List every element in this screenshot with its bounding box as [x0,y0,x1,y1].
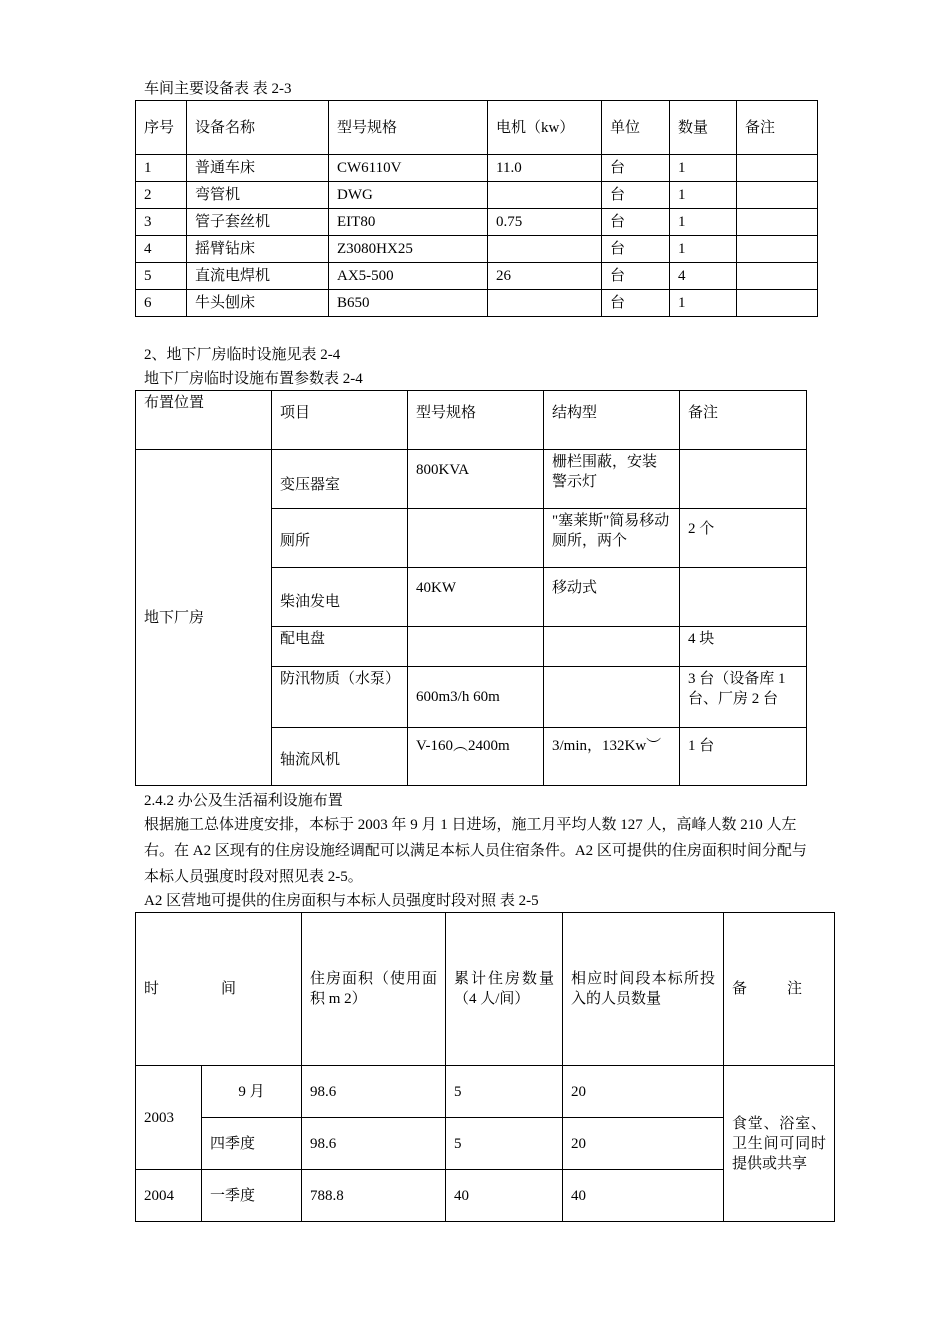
table-cell: 厕所 [272,509,408,568]
table-cell: 变压器室 [272,450,408,509]
table-cell: 1 台 [680,728,807,786]
table-cell: DWG [329,182,488,209]
header-cell: 电机（kw） [488,101,602,155]
table1-caption: 车间主要设备表 表 2-3 [144,81,292,97]
table-cell: 2 [136,182,187,209]
table-cell: 摇臂钻床 [187,236,329,263]
temporary-facilities-table [135,390,807,786]
year-cell: 2004 [136,1170,202,1222]
table-cell: 800KVA [408,450,544,509]
table-cell: 600m3/h 60m [408,667,544,728]
table-cell: 台 [602,155,670,182]
table-header-row [136,913,835,1066]
table-cell [488,182,602,209]
table-row [136,263,818,290]
header-cell: 相应时间段本标所投入的人员数量 [563,913,724,1066]
table-cell: 26 [488,263,602,290]
table-cell: 788.8 [302,1170,446,1222]
table-cell: 5 [136,263,187,290]
body-paragraph: 根据施工总体进度安排，本标于 2003 年 9 月 1 日进场，施工月平均人数 127 人，高峰人数 210 人左右。在 A2 区现有的住房设施经调配可以满足本标人员住宿条件。A2 区可提供的住房面积时间分配与本标人员强度时段对照见表 2-5。 [144,817,807,885]
table3-caption: A2 区营地可提供的住房面积与本标人员强度时段对照 表 2-5 [144,893,539,909]
table-cell [544,627,680,667]
table-cell: 3 台（设备库 1 台、厂房 2 台 [680,667,807,728]
table-cell: 98.6 [302,1118,446,1170]
table-cell: 台 [602,209,670,236]
table-cell: 6 [136,290,187,317]
table-cell: B650 [329,290,488,317]
table-cell: 5 [446,1118,563,1170]
table-cell: "塞莱斯"简易移动厕所，两个 [544,509,680,568]
header-cell: 备注 [737,101,818,155]
table-cell [488,236,602,263]
table-cell: 0.75 [488,209,602,236]
header-cell: 累计住房数量（4 人/间） [446,913,563,1066]
equipment-table [135,100,818,317]
table-cell: 直流电焊机 [187,263,329,290]
table-cell [680,450,807,509]
header-cell: 备注 [680,391,807,450]
note-cell: 食堂、浴室、卫生间可同时提供或共享 [724,1066,835,1222]
table-row [136,182,818,209]
table-cell: 20 [563,1066,724,1118]
table-cell: AX5-500 [329,263,488,290]
table-cell: 4 [136,236,187,263]
header-cell: 住房面积（使用面积 m 2） [302,913,446,1066]
header-cell: 布置位置 [136,391,272,450]
table-cell: 3/min，132Kw︶ [544,728,680,786]
table2-caption: 地下厂房临时设施布置参数表 2-4 [144,371,363,387]
table-cell: 40 [446,1170,563,1222]
table-cell: 普通车床 [187,155,329,182]
table-cell: 轴流风机 [272,728,408,786]
table-cell: 柴油发电 [272,568,408,627]
section-heading: 2、地下厂房临时设施见表 2-4 [144,347,341,363]
table-header-row [136,391,807,450]
table-cell: CW6110V [329,155,488,182]
table-cell [737,209,818,236]
table-row [136,209,818,236]
table-cell: 牛头刨床 [187,290,329,317]
table-cell: EIT80 [329,209,488,236]
header-time-label: 时 间 [144,981,236,997]
header-cell: 数量 [670,101,737,155]
table-cell: V-160︵2400m [408,728,544,786]
table-row [136,450,807,509]
table-cell [737,236,818,263]
location-cell: 地下厂房 [136,450,272,786]
table-cell: 2 个 [680,509,807,568]
table-row [136,236,818,263]
header-cell: 型号规格 [329,101,488,155]
table-cell: 移动式 [544,568,680,627]
table-cell: 防汛物质（水泵） [272,667,408,728]
header-note-label: 备 注 [732,981,802,997]
table-cell: 20 [563,1118,724,1170]
table-cell [737,263,818,290]
period-cell: 一季度 [202,1170,302,1222]
section-heading: 2.4.2 办公及生活福利设施布置 [144,793,343,809]
header-cell: 单位 [602,101,670,155]
table-cell: 40KW [408,568,544,627]
year-cell: 2003 [136,1066,202,1170]
table-cell [488,290,602,317]
header-cell: 型号规格 [408,391,544,450]
table-cell: 5 [446,1066,563,1118]
table-cell: 4 块 [680,627,807,667]
table-cell [737,290,818,317]
table-cell: 台 [602,263,670,290]
housing-area-table [135,912,835,1222]
table-cell: 管子套丝机 [187,209,329,236]
table-cell: 1 [670,236,737,263]
table-cell: 台 [602,182,670,209]
table-cell [544,667,680,728]
table-cell: 台 [602,236,670,263]
table-header-row [136,101,818,155]
table-row [136,1066,835,1118]
header-cell: 序号 [136,101,187,155]
table-cell [408,509,544,568]
header-cell: 设备名称 [187,101,329,155]
table-row [136,290,818,317]
table-cell: 台 [602,290,670,317]
table-cell: 98.6 [302,1066,446,1118]
table-cell: 11.0 [488,155,602,182]
table-cell: 1 [670,209,737,236]
period-cell: 四季度 [202,1118,302,1170]
table-cell: 1 [670,155,737,182]
header-cell [136,913,302,1066]
table-cell [680,568,807,627]
header-cell: 结构型 [544,391,680,450]
table-cell: 3 [136,209,187,236]
table-cell: 弯管机 [187,182,329,209]
table-cell: Z3080HX25 [329,236,488,263]
table-cell [737,182,818,209]
header-cell: 项目 [272,391,408,450]
table-cell [408,627,544,667]
table-cell: 40 [563,1170,724,1222]
table-cell [737,155,818,182]
table-cell: 4 [670,263,737,290]
table-cell: 1 [670,290,737,317]
table-cell: 配电盘 [272,627,408,667]
table-row [136,155,818,182]
table-cell: 1 [670,182,737,209]
table-cell: 1 [136,155,187,182]
table-cell: 栅栏围蔽，安装警示灯 [544,450,680,509]
header-cell [724,913,835,1066]
period-cell: 9 月 [202,1066,302,1118]
